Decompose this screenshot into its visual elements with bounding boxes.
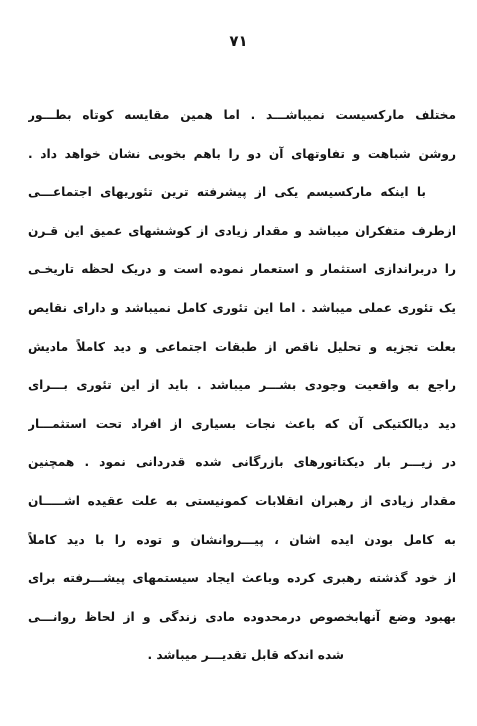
text-line: بعلت تجزیه و تحلیل ناقص از طبقات اجتماعی و دید کاملاً مادیش <box>28 339 456 354</box>
body-text <box>28 104 456 683</box>
text-line: روشن شباهت و تفاوتهای آن دو را باهم بخوبی نشان خواهد داد . <box>28 146 456 161</box>
text-line: به کامل بودن ایده اشان ، پیـــروانشان و توده را با دید کاملاً <box>28 532 456 547</box>
text-line: ازطرف متفکران میباشد و مقدار زیادی از کوششهای عمیق این قـرن <box>28 223 456 238</box>
text-line: با اینکه مارکسیسم یکی از پیشرفته ترین تئوریهای اجتماعـــی <box>28 185 426 200</box>
page-number: ۷۱ <box>229 32 248 50</box>
text-line: یک تئوری عملی میباشد . اما این تئوری کامل نمیباشد و دارای نقایص <box>28 300 456 315</box>
text-line: مختلف مارکسیست نمیباشـــد . اما همین مقایسه کوتاه بطـــور <box>28 108 456 122</box>
text-line: راجع به واقعیت وجودی بشـــر میباشد . باید از این تئوری بـــرای <box>28 378 456 393</box>
text-line: از خود گذشته رهبری کرده وباعث ایجاد سیستمهای پیشـــرفته برای <box>28 571 456 586</box>
text-line: را دربراندازی استثمار و استعمار نموده است و دریک لحظه تاریخـی <box>28 262 456 277</box>
text-line: بهبود وضع آنهابخصوص درمحدوده مادی زندگی و از لحاظ روانـــی <box>28 609 456 624</box>
text-line: در زیـــر بار دیکتاتورهای بازرگانی شده قدردانی نمود . همچنین <box>28 455 456 470</box>
text-line: مقدار زیادی از رهبران انقلابات کمونیستی به علت عقیده اشـــــان <box>28 493 456 508</box>
text-line: دید دیالکتیکی آن که باعث نجات بسیاری از افراد تحت استثمـــار <box>28 416 456 431</box>
text-line-final: شده اندکه قابل تقدیـــر میباشد . <box>147 648 344 663</box>
